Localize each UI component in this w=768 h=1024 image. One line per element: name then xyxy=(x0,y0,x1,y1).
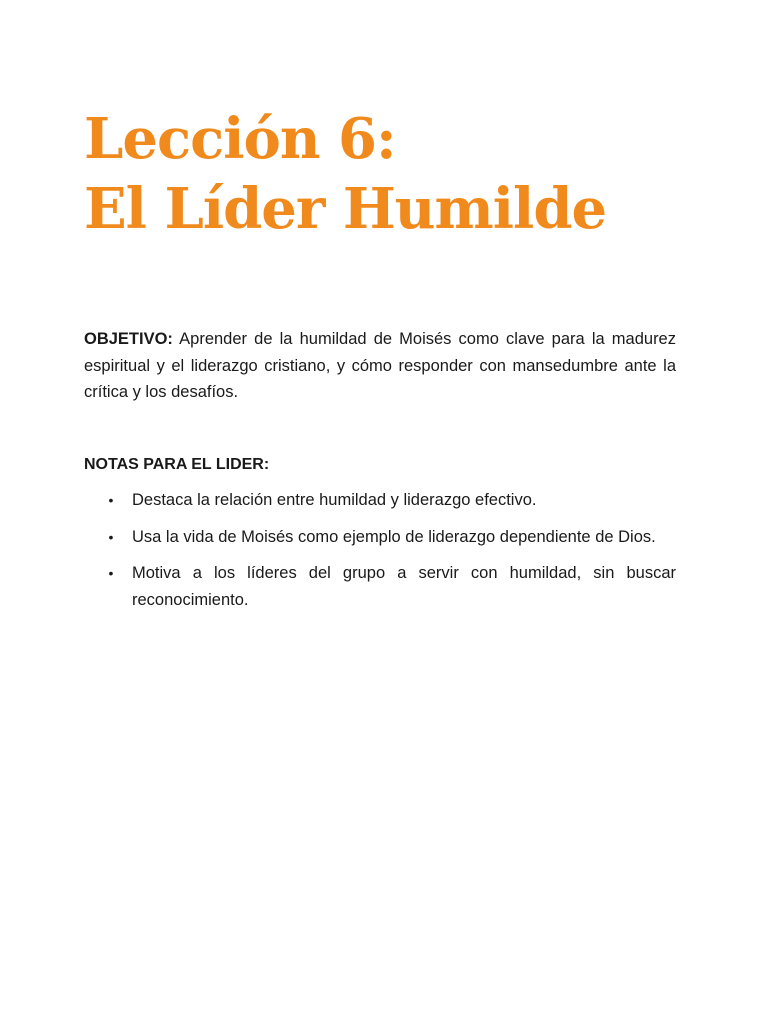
note-text: Destaca la relación entre humildad y liderazgo efectivo. xyxy=(132,491,537,509)
objective-paragraph xyxy=(84,326,676,406)
list-item xyxy=(84,524,676,551)
note-text: Motiva a los líderes del grupo a servir con humildad, sin buscar reconocimiento. xyxy=(132,564,676,609)
objective-text: Aprender de la humildad de Moisés como clave para la madurez espiritual y el liderazgo cristiano, y cómo responder con mansedumbre ante la crítica y los desafíos. xyxy=(84,330,676,401)
bullet-icon: • xyxy=(108,492,114,508)
list-item xyxy=(84,487,676,514)
list-item xyxy=(84,560,676,613)
objective-label: OBJETIVO: xyxy=(84,330,173,348)
note-text: Usa la vida de Moisés como ejemplo de liderazgo dependiente de Dios. xyxy=(132,527,656,546)
bullet-icon: • xyxy=(108,565,114,581)
notes-heading: NOTAS PARA EL LIDER: xyxy=(84,456,270,473)
lesson-title xyxy=(84,104,606,244)
lesson-title-line-2: El Líder Humilde xyxy=(84,176,607,242)
bullet-icon: • xyxy=(108,528,114,545)
lesson-title-line-1: Lección 6: xyxy=(84,106,396,172)
notes-list xyxy=(84,487,676,623)
